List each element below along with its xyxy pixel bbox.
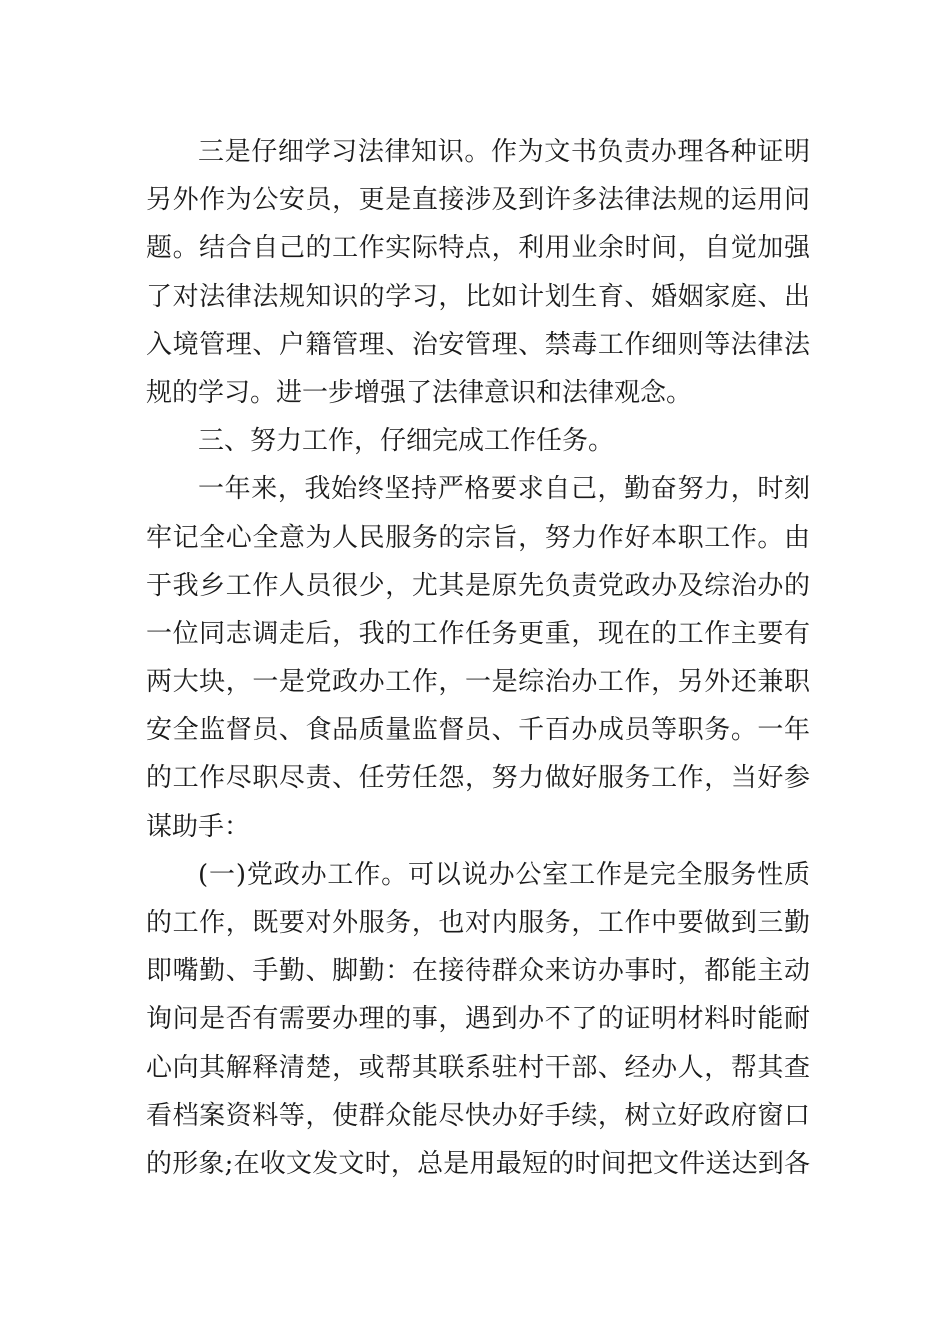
text-line: 的工作尽职尽责、任劳任怨，努力做好服务工作，当好参 [146,763,810,794]
text-line: 一位同志调走后，我的工作任务更重，现在的工作主要有 [146,618,810,649]
text-line: 入境管理、户籍管理、治安管理、禁毒工作细则等法律法 [146,329,810,360]
subsection-heading: (一)党政办工作。可以说办公室工作是完全服务性质 [198,859,810,890]
document-body [146,128,810,1188]
text-line: 题。结合自己的工作实际特点，利用业余时间，自觉加强 [146,233,810,264]
text-line: 看档案资料等，使群众能尽快办好手续，树立好政府窗口 [146,1100,810,1131]
text-line: 的形象;在收文发文时，总是用最短的时间把文件送达到各 [146,1148,810,1179]
text-line: 规的学习。进一步增强了法律意识和法律观念。 [146,377,693,408]
text-line: 心向其解释清楚，或帮其联系驻村干部、经办人，帮其查 [146,1052,810,1083]
text-line: 即嘴勤、手勤、脚勤：在接待群众来访办事时，都能主动 [146,956,810,987]
text-line: 询问是否有需要办理的事，遇到办不了的证明材料时能耐 [146,1004,810,1035]
section-heading: 三、努力工作，仔细完成工作任务。 [198,426,615,457]
text-line: 的工作，既要对外服务，也对内服务，工作中要做到三勤 [146,908,810,938]
text-line: 于我乡工作人员很少，尤其是原先负责党政办及综治办的 [146,570,810,601]
text-line: 安全监督员、食品质量监督员、千百办成员等职务。一年 [146,715,810,746]
text-line: 两大块，一是党政办工作，一是综治办工作，另外还兼职 [146,667,810,698]
text-line: 三是仔细学习法律知识。作为文书负责办理各种证明 [198,137,810,167]
text-line: 另外作为公安员，更是直接涉及到许多法律法规的运用问 [146,185,810,216]
text-line: 谋助手： [146,811,251,842]
text-line: 了对法律法规知识的学习，比如计划生育、婚姻家庭、出 [146,281,810,312]
text-line: 牢记全心全意为人民服务的宗旨，努力作好本职工作。由 [146,522,810,553]
text-line: 一年来，我始终坚持严格要求自己，勤奋努力，时刻 [198,474,810,505]
